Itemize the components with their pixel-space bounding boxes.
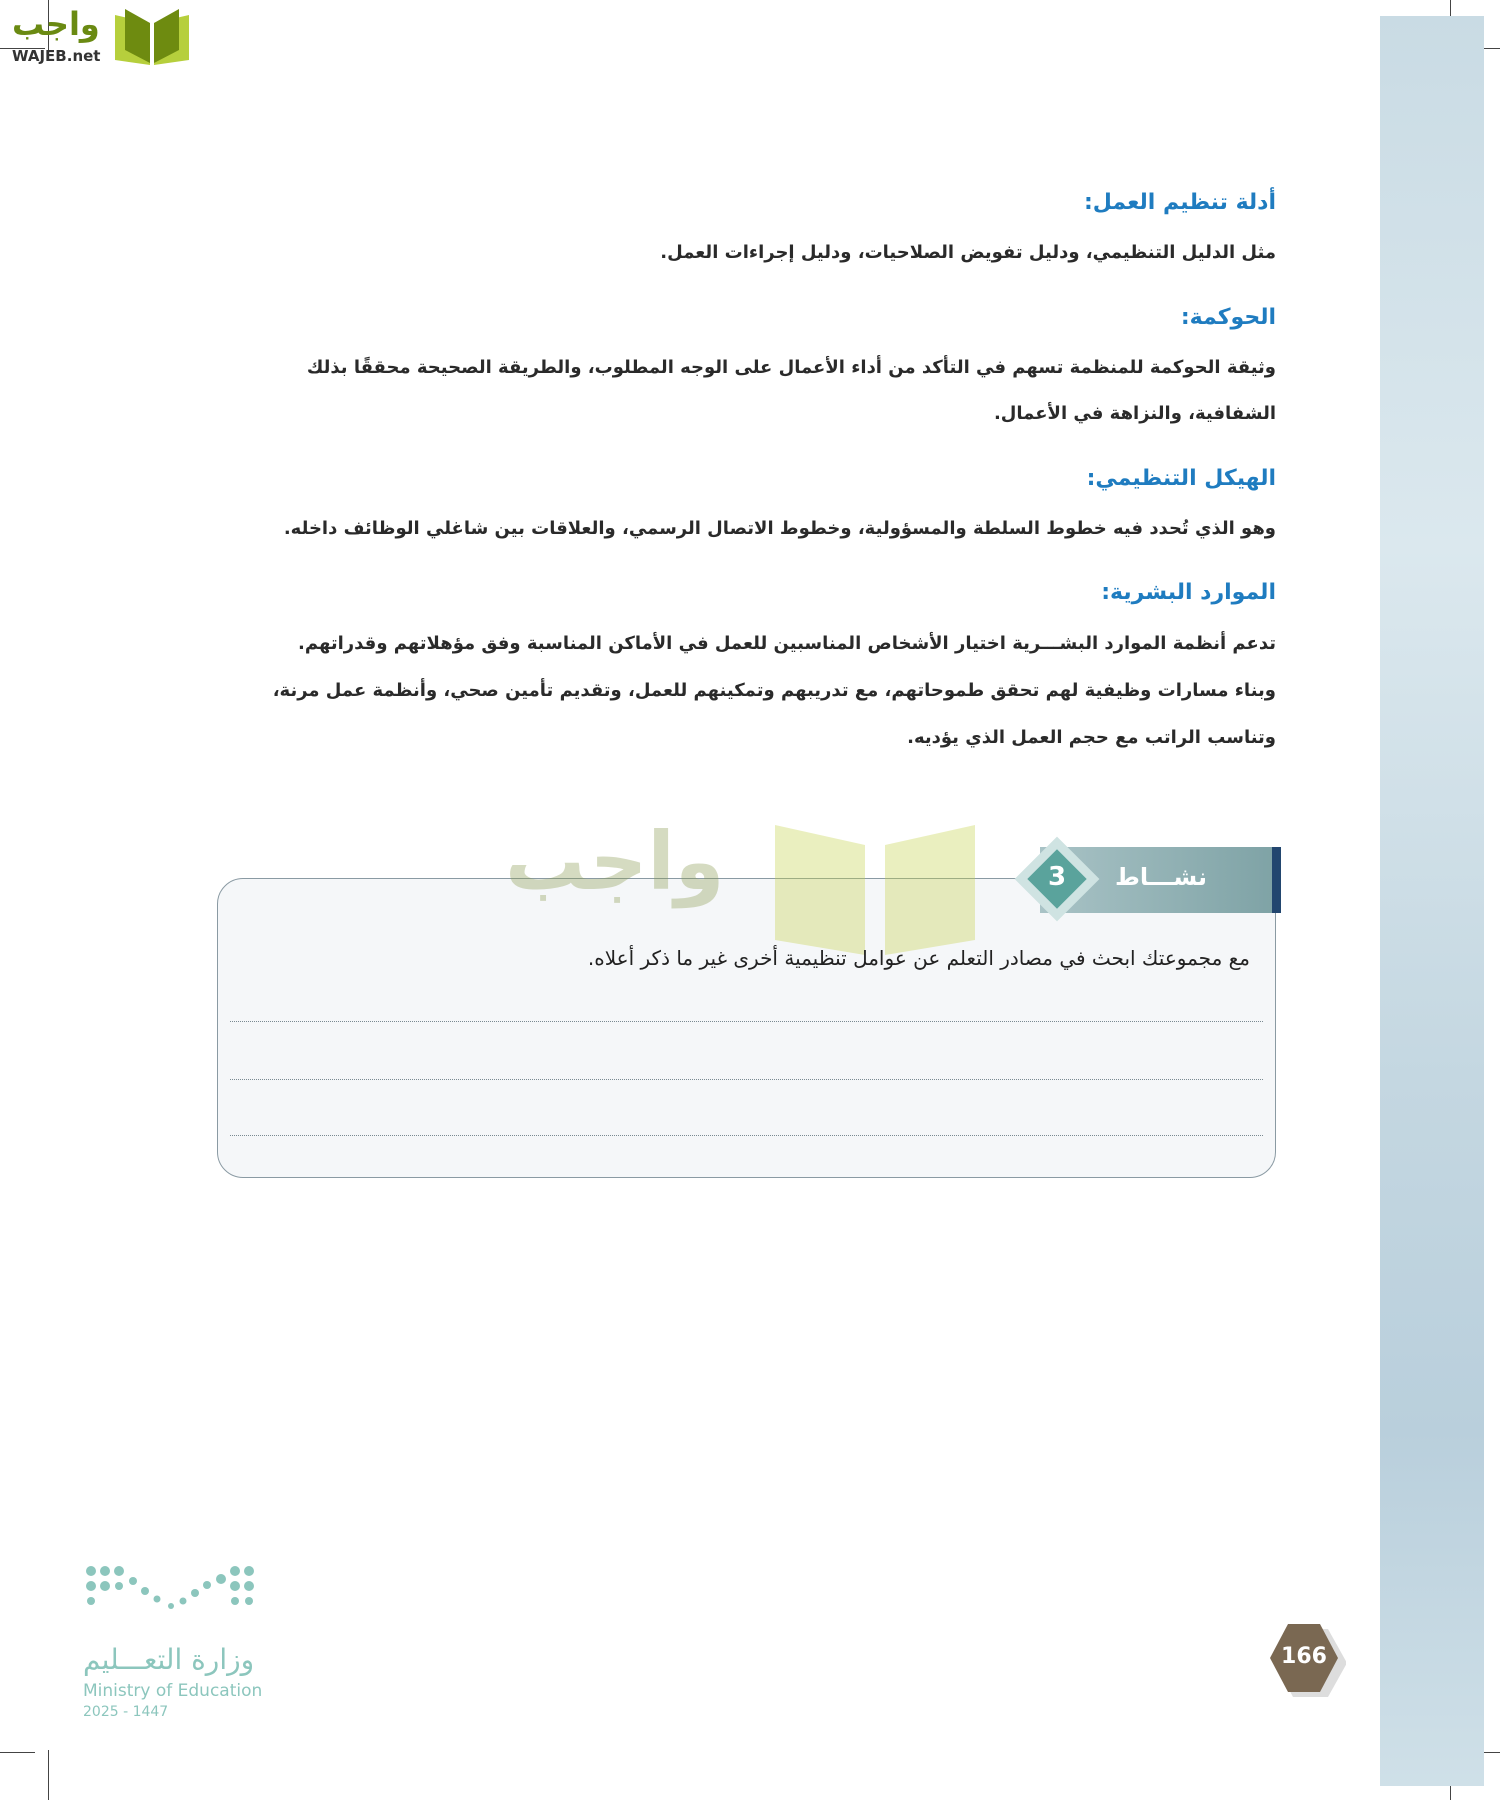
paragraph: تدعم أنظمة الموارد البشـــرية اختيار الأشخاص المناسبين للعمل في الأماكن المناسبة وفق مؤهلاتهم وقدراتهم. bbox=[298, 633, 1276, 654]
paragraph: الشفافية، والنزاهة في الأعمال. bbox=[993, 403, 1276, 424]
paragraph: وبناء مسارات وظيفية لهم تحقق طموحاتهم، مع تدريبهم وتمكينهم للعمل، وتقديم تأمين صحي، وأنظمة عمل مرنة، bbox=[272, 680, 1276, 701]
paragraph: وثيقة الحوكمة للمنظمة تسهم في التأكد من أداء الأعمال على الوجه المطلوب، والطريقة الصحيحة محققًا بذلك bbox=[306, 357, 1276, 378]
wajeb-logo bbox=[10, 5, 190, 65]
activity-number: 3 bbox=[1047, 862, 1067, 892]
answer-line[interactable] bbox=[230, 1135, 1263, 1136]
decorative-side-strip bbox=[1380, 16, 1484, 1786]
paragraph: وهو الذي تُحدد فيه خطوط السلطة والمسؤولية، وخطوط الاتصال الرسمي، والعلاقات بين شاغلي الوظائف داخله. bbox=[283, 518, 1276, 539]
activity-prompt: مع مجموعتك ابحث في مصادر التعلم عن عوامل تنظيمية أخرى غير ما ذكر أعلاه. bbox=[587, 946, 1250, 970]
answer-line[interactable] bbox=[230, 1079, 1263, 1080]
logo-latin: WAJEB.net bbox=[12, 47, 101, 65]
page-number-badge bbox=[1268, 1622, 1338, 1692]
activity-label: نشـــاط bbox=[1115, 863, 1207, 891]
heading-work-guides: أدلة تنظيم العمل: bbox=[1083, 190, 1276, 215]
year: 2025 - 1447 bbox=[83, 1704, 169, 1720]
logo-arabic: واجب bbox=[12, 5, 100, 43]
ministry-dots-icon bbox=[83, 1561, 268, 1621]
ministry-logo bbox=[83, 1561, 273, 1726]
ministry-name-en: Ministry of Education bbox=[83, 1681, 263, 1701]
ministry-name-ar: وزارة التعـــليم bbox=[83, 1643, 255, 1676]
heading-governance: الحوكمة: bbox=[1180, 305, 1276, 330]
heading-org-structure: الهيكل التنظيمي: bbox=[1086, 466, 1276, 491]
activity-tab-bar bbox=[1272, 847, 1281, 913]
heading-human-resources: الموارد البشرية: bbox=[1101, 580, 1276, 605]
paragraph: مثل الدليل التنظيمي، ودليل تفويض الصلاحيات، ودليل إجراءات العمل. bbox=[660, 242, 1276, 263]
page-number: 166 bbox=[1281, 1644, 1327, 1669]
answer-line[interactable] bbox=[230, 1021, 1263, 1022]
watermark bbox=[505, 815, 1005, 955]
watermark-arabic: واجب bbox=[505, 815, 725, 908]
book-icon bbox=[107, 5, 197, 65]
paragraph: وتناسب الراتب مع حجم العمل الذي يؤديه. bbox=[907, 727, 1276, 748]
